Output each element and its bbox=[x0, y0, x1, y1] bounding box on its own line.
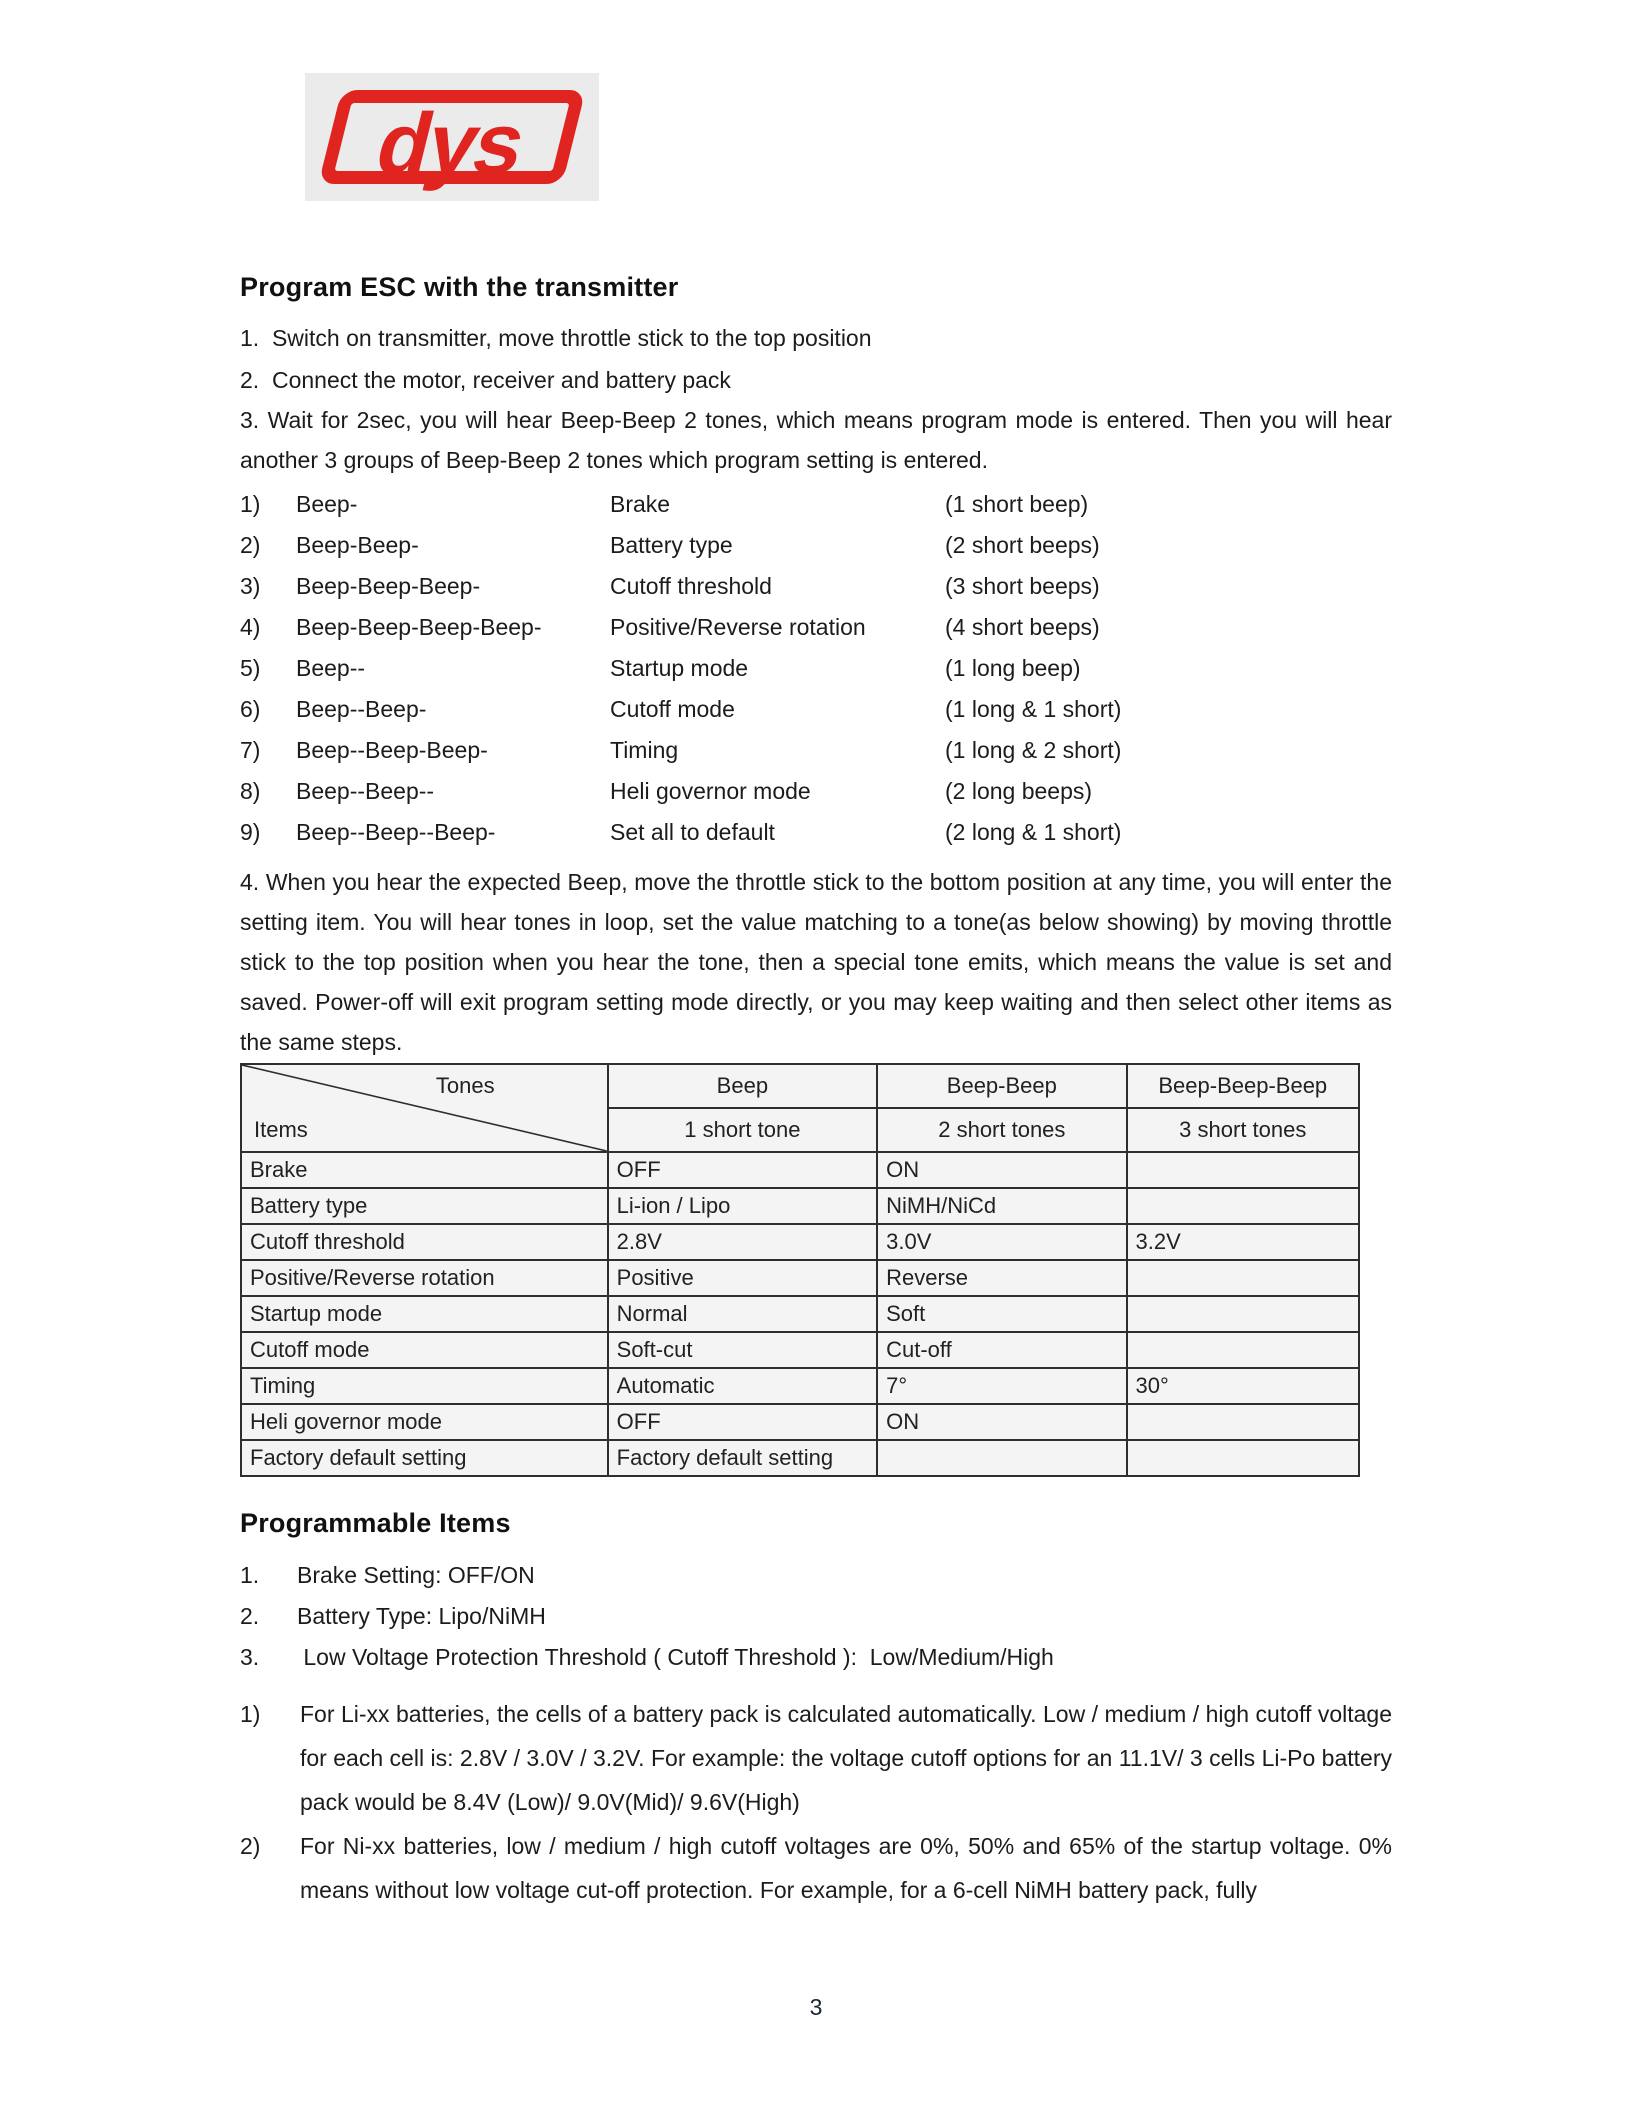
row-value: Soft bbox=[877, 1296, 1126, 1332]
beep-map-row bbox=[240, 525, 1392, 566]
programmable-note bbox=[240, 1824, 1392, 1912]
row-value: Factory default setting bbox=[608, 1440, 877, 1476]
beep-row-pattern: Beep--Beep--Beep- bbox=[296, 819, 496, 845]
dys-logo-text: dys bbox=[367, 96, 534, 192]
tone-header-row bbox=[241, 1064, 1359, 1108]
beep-row-number: 5) bbox=[240, 655, 261, 681]
beep-row-number: 8) bbox=[240, 778, 261, 804]
beep-row-item: Cutoff threshold bbox=[610, 573, 772, 599]
beep-row-number: 3) bbox=[240, 573, 261, 599]
programmable-item-number: 1. bbox=[240, 1562, 260, 1588]
beep-row-tone: (2 long & 1 short) bbox=[945, 819, 1122, 845]
beep-row-number: 9) bbox=[240, 819, 261, 845]
tone-table-row bbox=[241, 1224, 1359, 1260]
tone-table bbox=[240, 1063, 1360, 1477]
beep-row-pattern: Beep-Beep- bbox=[296, 532, 419, 558]
beep-row-item: Positive/Reverse rotation bbox=[610, 614, 866, 640]
beep-row-item: Set all to default bbox=[610, 819, 775, 845]
tone-col-subheader: 2 short tones bbox=[877, 1108, 1126, 1152]
row-item-label: Startup mode bbox=[241, 1296, 608, 1332]
row-value bbox=[1127, 1188, 1359, 1224]
beep-row-pattern: Beep-- bbox=[296, 655, 366, 681]
beep-row-pattern: Beep--Beep-- bbox=[296, 778, 435, 804]
row-item-label: Battery type bbox=[241, 1188, 608, 1224]
beep-row-number: 2) bbox=[240, 532, 261, 558]
beep-row-pattern: Beep--Beep-Beep- bbox=[296, 737, 488, 763]
beep-row-tone: (4 short beeps) bbox=[945, 614, 1100, 640]
programmable-note bbox=[240, 1692, 1392, 1824]
row-item-label: Timing bbox=[241, 1368, 608, 1404]
beep-row-tone: (1 long & 1 short) bbox=[945, 696, 1122, 722]
beep-row-pattern: Beep- bbox=[296, 491, 358, 517]
beep-row-tone: (1 long beep) bbox=[945, 655, 1081, 681]
row-value: Soft-cut bbox=[608, 1332, 877, 1368]
row-value bbox=[1127, 1260, 1359, 1296]
beep-map-row bbox=[240, 566, 1392, 607]
programmable-items-heading: Programmable Items bbox=[240, 1508, 511, 1538]
row-value bbox=[877, 1440, 1126, 1476]
beep-map-list bbox=[240, 484, 1392, 853]
beep-row-item: Cutoff mode bbox=[610, 696, 735, 722]
row-value: 7° bbox=[877, 1368, 1126, 1404]
row-value: Automatic bbox=[608, 1368, 877, 1404]
beep-row-pattern: Beep-Beep-Beep-Beep- bbox=[296, 614, 542, 640]
step-2: 2. Connect the motor, receiver and battery pack bbox=[240, 367, 731, 393]
tone-table-row bbox=[241, 1404, 1359, 1440]
beep-row-item: Battery type bbox=[610, 532, 733, 558]
row-value bbox=[1127, 1440, 1359, 1476]
row-item-label: Heli governor mode bbox=[241, 1404, 608, 1440]
row-value: 30° bbox=[1127, 1368, 1359, 1404]
programmable-item-text: Battery Type: Lipo/NiMH bbox=[297, 1603, 546, 1629]
programmable-item bbox=[240, 1637, 1392, 1678]
beep-row-item: Heli governor mode bbox=[610, 778, 811, 804]
row-item-label: Positive/Reverse rotation bbox=[241, 1260, 608, 1296]
beep-row-number: 6) bbox=[240, 696, 261, 722]
beep-map-row bbox=[240, 730, 1392, 771]
tone-table-head bbox=[241, 1064, 1359, 1152]
row-value: Cut-off bbox=[877, 1332, 1126, 1368]
row-value: OFF bbox=[608, 1152, 877, 1188]
tone-col-header: Beep-Beep bbox=[877, 1064, 1126, 1108]
row-value: Reverse bbox=[877, 1260, 1126, 1296]
tone-table-row bbox=[241, 1260, 1359, 1296]
programmable-items-list bbox=[240, 1555, 1392, 1678]
beep-map-row bbox=[240, 484, 1392, 525]
row-item-label: Factory default setting bbox=[241, 1440, 608, 1476]
beep-map-row bbox=[240, 812, 1392, 853]
tone-table-body bbox=[241, 1152, 1359, 1476]
row-value: Positive bbox=[608, 1260, 877, 1296]
programmable-note-number: 2) bbox=[240, 1833, 261, 1859]
row-item-label: Cutoff threshold bbox=[241, 1224, 608, 1260]
tone-col-subheader: 3 short tones bbox=[1127, 1108, 1359, 1152]
step-3: 3. Wait for 2sec, you will hear Beep-Beep 2 tones, which means program mode is entered. Then you will hear another 3 groups of Beep-Beep 2 tones which program setting is entered. bbox=[240, 407, 1392, 473]
row-value: 3.2V bbox=[1127, 1224, 1359, 1260]
beep-row-tone: (1 long & 2 short) bbox=[945, 737, 1122, 763]
row-item-label: Cutoff mode bbox=[241, 1332, 608, 1368]
corner-label-items: Items bbox=[254, 1117, 308, 1142]
row-value bbox=[1127, 1296, 1359, 1332]
beep-row-tone: (3 short beeps) bbox=[945, 573, 1100, 599]
programmable-item-number: 3. bbox=[240, 1644, 260, 1670]
beep-row-item: Brake bbox=[610, 491, 671, 517]
beep-row-pattern: Beep--Beep- bbox=[296, 696, 427, 722]
row-value bbox=[1127, 1152, 1359, 1188]
programmable-note-number: 1) bbox=[240, 1701, 261, 1727]
tone-table-row bbox=[241, 1368, 1359, 1404]
programmable-item bbox=[240, 1555, 1392, 1596]
program-esc-heading: Program ESC with the transmitter bbox=[240, 272, 679, 302]
corner-cell bbox=[241, 1064, 608, 1152]
programmable-note-text: For Li-xx batteries, the cells of a battery pack is calculated automatically. Low / medium / high cutoff voltage for each cell is: 2.8V / 3.0V / 3.2V. For example: the voltage cutoff options for an 11.1V/ 3 cells Li-Po battery pack would be 8.4V (Low)/ 9.0V(Mid)/ 9.6V(High) bbox=[300, 1701, 1392, 1815]
programmable-item bbox=[240, 1596, 1392, 1637]
programmable-item-text: Brake Setting: OFF/ON bbox=[297, 1562, 535, 1588]
beep-row-tone: (2 short beeps) bbox=[945, 532, 1100, 558]
programmable-note-text: For Ni-xx batteries, low / medium / high cutoff voltages are 0%, 50% and 65% of the startup voltage. 0% means without low voltage cut-off protection. For example, for a 6-cell NiMH battery pack, fully bbox=[300, 1833, 1392, 1903]
row-item-label: Brake bbox=[241, 1152, 608, 1188]
step-1: 1. Switch on transmitter, move throttle stick to the top position bbox=[240, 325, 872, 351]
beep-row-tone: (1 short beep) bbox=[945, 491, 1089, 517]
beep-row-number: 1) bbox=[240, 491, 261, 517]
programmable-item-text: Low Voltage Protection Threshold ( Cutoff Threshold ): Low/Medium/High bbox=[297, 1644, 1054, 1670]
programmable-notes-list bbox=[240, 1692, 1392, 1912]
tone-table-row bbox=[241, 1332, 1359, 1368]
row-value: OFF bbox=[608, 1404, 877, 1440]
row-value bbox=[1127, 1404, 1359, 1440]
tone-col-header: Beep bbox=[608, 1064, 877, 1108]
page-number: 3 bbox=[809, 1994, 823, 2020]
tone-col-subheader: 1 short tone bbox=[608, 1108, 877, 1152]
beep-row-number: 7) bbox=[240, 737, 261, 763]
beep-map-row bbox=[240, 607, 1392, 648]
beep-row-item: Startup mode bbox=[610, 655, 749, 681]
corner-label-tones: Tones bbox=[435, 1073, 495, 1098]
row-value: ON bbox=[877, 1152, 1126, 1188]
tone-table-row bbox=[241, 1152, 1359, 1188]
row-value: 2.8V bbox=[608, 1224, 877, 1260]
row-value bbox=[1127, 1332, 1359, 1368]
row-value: Normal bbox=[608, 1296, 877, 1332]
programmable-item-number: 2. bbox=[240, 1603, 260, 1629]
tone-table-row bbox=[241, 1440, 1359, 1476]
dys-logo-frame bbox=[318, 90, 585, 192]
row-value: 3.0V bbox=[877, 1224, 1126, 1260]
dys-logo bbox=[305, 73, 599, 201]
row-value: ON bbox=[877, 1404, 1126, 1440]
beep-row-item: Timing bbox=[610, 737, 679, 763]
tone-table-row bbox=[241, 1188, 1359, 1224]
beep-map-row bbox=[240, 648, 1392, 689]
row-value: Li-ion / Lipo bbox=[608, 1188, 877, 1224]
tone-table-wrap bbox=[240, 1063, 1360, 1477]
beep-row-number: 4) bbox=[240, 614, 261, 640]
beep-map-row bbox=[240, 689, 1392, 730]
step-4: 4. When you hear the expected Beep, move the throttle stick to the bottom position at any time, you will enter the setting item. You will hear tones in loop, set the value matching to a tone(as below showing) by moving throttle stick to the top position when you hear the tone, then a special tone emits, which means the value is set and saved. Power-off will exit program setting mode directly, or you may keep waiting and then select other items as the same steps. bbox=[240, 869, 1392, 1055]
tone-table-row bbox=[241, 1296, 1359, 1332]
row-value: NiMH/NiCd bbox=[877, 1188, 1126, 1224]
tone-col-header: Beep-Beep-Beep bbox=[1127, 1064, 1359, 1108]
beep-row-tone: (2 long beeps) bbox=[945, 778, 1093, 804]
beep-row-pattern: Beep-Beep-Beep- bbox=[296, 573, 481, 599]
beep-map-row bbox=[240, 771, 1392, 812]
